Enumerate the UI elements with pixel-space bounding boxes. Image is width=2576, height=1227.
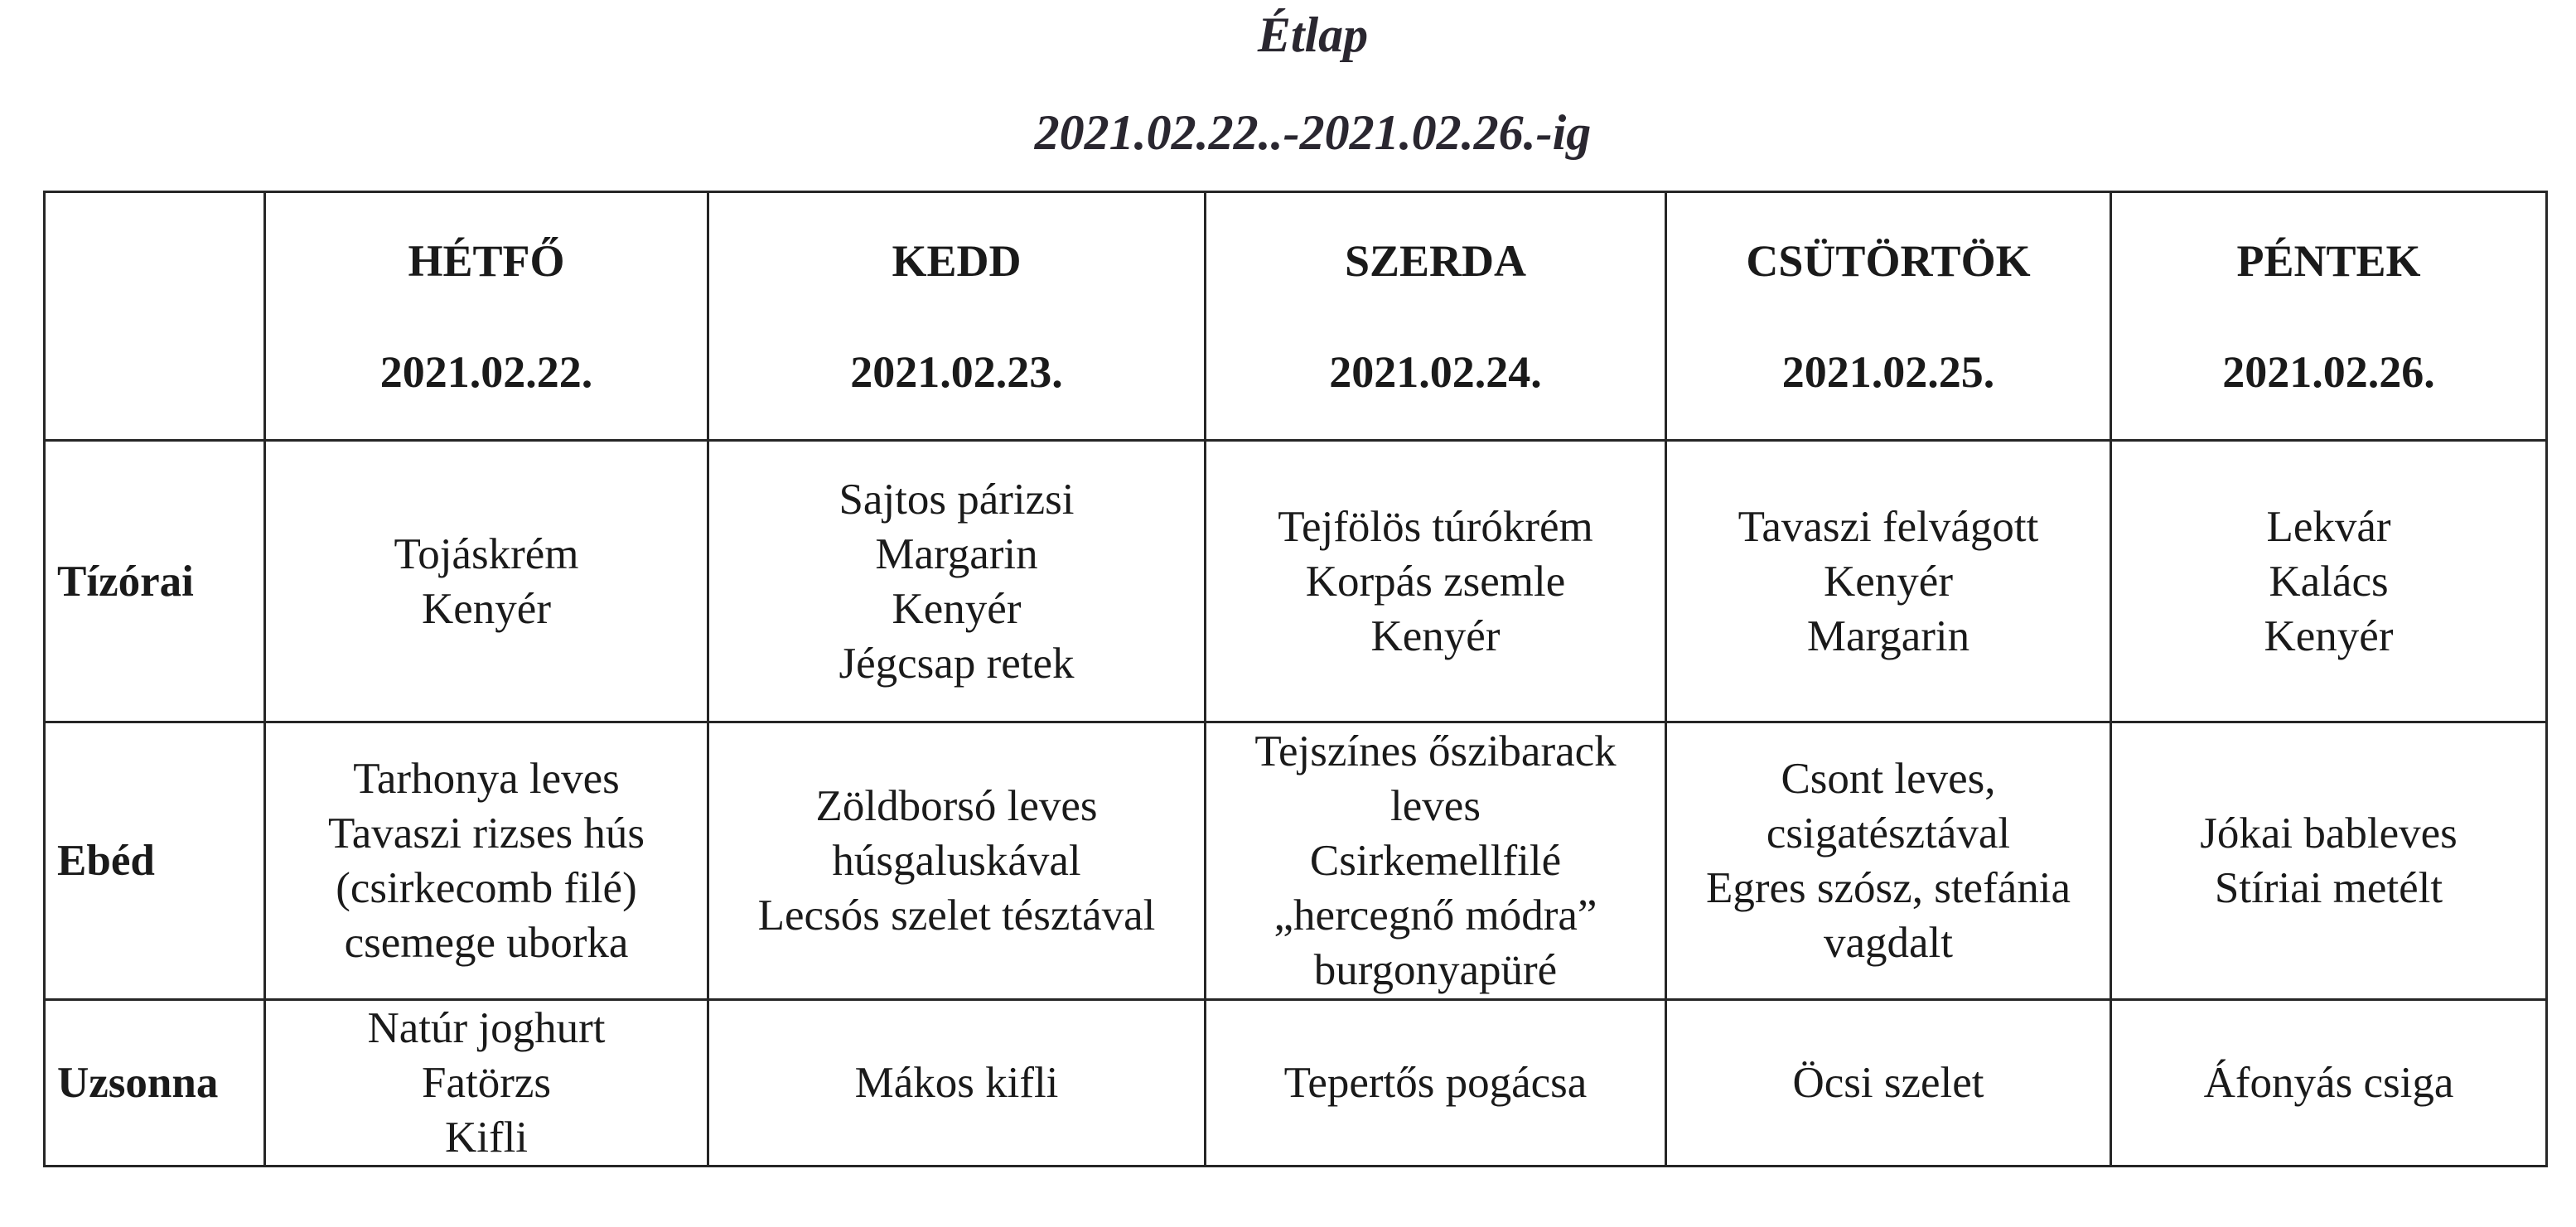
corner-cell [45,192,265,441]
meal-cell [708,441,1206,722]
day-header-tuesday [708,192,1206,441]
meal-cell [1206,441,1666,722]
menu-item: leves [1390,782,1481,830]
menu-item: Margarin [1806,611,1970,660]
menu-item: Lecsós szelet tésztával [757,891,1156,940]
meal-cell [2111,1000,2547,1167]
meal-row-ebed [45,722,2547,1000]
menu-item: Tejszínes őszibarack [1254,727,1617,775]
meal-row-tizorai [45,441,2547,722]
menu-item: csigatésztával [1766,809,2011,857]
table-header-row [45,192,2547,441]
menu-item: Mákos kifli [854,1059,1059,1107]
menu-item: húsgaluskával [832,837,1081,885]
meal-cell [708,722,1206,1000]
meal-cell [265,441,708,722]
day-name: SZERDA [1344,235,1527,286]
menu-item: Natúr joghurt [367,1004,606,1052]
menu-item: Stíriai metélt [2214,864,2443,912]
page-title: Étlap [1257,7,1369,62]
menu-item: Kenyér [1370,611,1501,660]
menu-item: Tarhonya leves [353,755,620,803]
menu-item: Zöldborsó leves [815,782,1098,830]
meal-cell [2111,722,2547,1000]
menu-item: Áfonyás csiga [2203,1059,2454,1107]
day-name: CSÜTÖRTÖK [1746,235,2031,286]
menu-item: Jégcsap retek [839,639,1075,688]
day-name: PÉNTEK [2236,235,2421,286]
menu-item: „hercegnő módra” [1274,891,1597,940]
meal-label: Uzsonna [45,1000,265,1167]
day-name: KEDD [892,235,1022,286]
menu-item: Kenyér [2264,611,2394,660]
meal-row-uzsonna [45,1000,2547,1167]
day-date: 2021.02.25. [1781,346,1995,397]
day-header-friday [2111,192,2547,441]
menu-item: Kenyér [892,584,1022,633]
day-header-monday [265,192,708,441]
meal-cell [1666,441,2111,722]
menu-item: Lekvár [2266,502,2391,551]
menu-item: vagdalt [1824,919,1953,967]
meal-cell [708,1000,1206,1167]
menu-item: Korpás zsemle [1305,557,1566,606]
menu-item: csemege uborka [344,919,629,967]
menu-item: Kifli [444,1113,529,1162]
meal-label: Ebéd [45,722,265,1000]
menu-item: Margarin [875,529,1038,578]
menu-item: Tepertős pogácsa [1283,1059,1588,1107]
menu-item: Sajtos párizsi [839,475,1075,524]
day-name: HÉTFŐ [408,235,565,286]
meal-cell [2111,441,2547,722]
menu-item: Kenyér [422,584,551,633]
menu-item: Egres szósz, stefánia [1705,864,2071,912]
meal-cell [1206,1000,1666,1167]
day-date: 2021.02.26. [2222,346,2435,397]
day-date: 2021.02.23. [850,346,1063,397]
menu-item: Tavaszi rizses hús [328,809,645,857]
meal-label: Tízórai [45,441,265,722]
menu-item: Öcsi szelet [1792,1059,1984,1107]
meal-cell [265,1000,708,1167]
menu-item: Kalács [2269,557,2389,606]
menu-item: Kenyér [1824,557,1953,606]
day-header-thursday [1666,192,2111,441]
day-header-wednesday [1206,192,1666,441]
day-date: 2021.02.24. [1329,346,1542,397]
meal-cell [1666,1000,2111,1167]
menu-item: burgonyapüré [1313,946,1558,994]
menu-item: Tavaszi felvágott [1737,502,2039,551]
menu-item: (csirkecomb filé) [336,864,637,912]
date-range-subtitle: 2021.02.22..-2021.02.26.-ig [1034,105,1592,160]
day-date: 2021.02.22. [379,346,593,397]
meal-cell [1666,722,2111,1000]
menu-item: Csirkemellfilé [1309,837,1562,885]
menu-item: Tejfölös túrókrém [1278,502,1593,551]
menu-item: Tojáskrém [394,529,579,578]
weekly-menu-table [43,191,2548,1167]
menu-item: Csont leves, [1781,755,1996,803]
menu-item: Fatörzs [421,1059,552,1107]
menu-item: Jókai bableves [2200,809,2458,857]
meal-cell [1206,722,1666,1000]
meal-cell [265,722,708,1000]
